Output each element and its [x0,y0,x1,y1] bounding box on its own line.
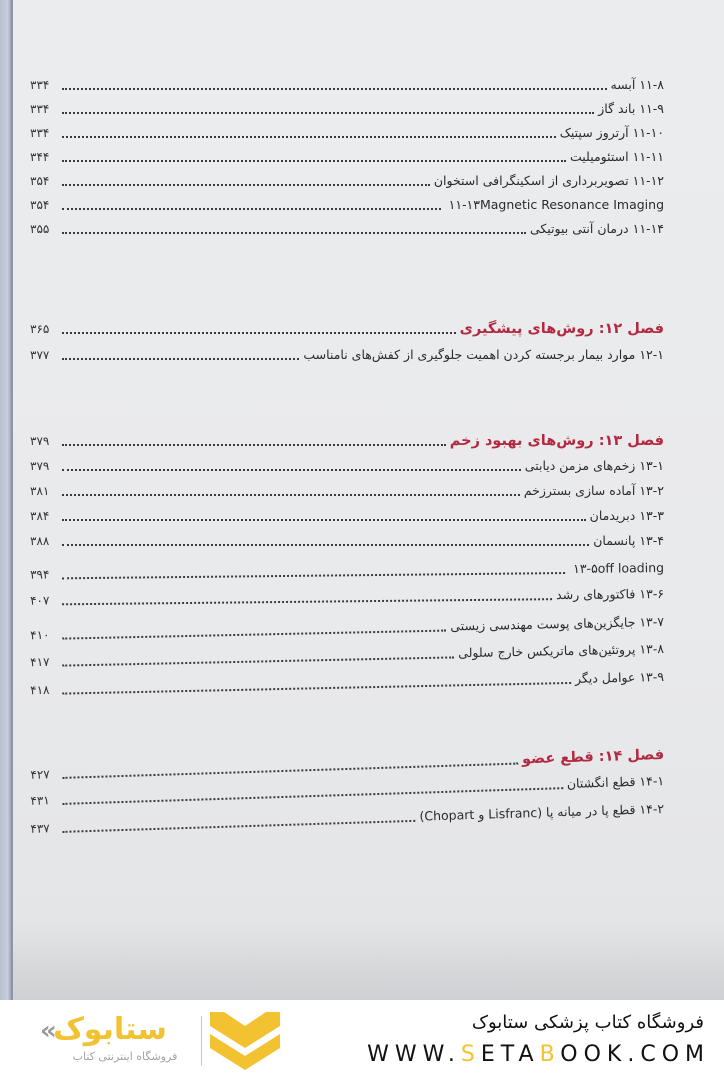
toc-entry-title: ۱۱-۱۰آرتروز سپتیک [559,125,664,140]
toc-page-number: ۴۱۰ [30,627,50,643]
toc-entry-title: ۱۳-۳دبریدمان [589,508,664,523]
logo-subtitle: فروشگاه اینترنتی کتاب [72,1050,178,1063]
toc-page-number: ۴۱۷ [30,654,50,670]
url-highlight-letter: S [460,1042,481,1067]
toc-page-number: ۳۸۴ [30,509,50,523]
toc-page-number: ۴۱۸ [30,682,50,698]
toc-entry[interactable] [30,144,664,166]
toc-entry-title: ۱۴-۱قطع انگشتان [566,773,665,792]
toc-page-number: ۳۳۴ [30,102,50,116]
toc-page-number: ۳۶۵ [30,322,50,336]
toc-entry[interactable] [30,453,664,475]
toc-entry-title: ۱۱-۱۴درمان آنتی بیوتیکی [529,221,664,236]
binding-shadow-line [11,0,13,1000]
toc-page-number: ۴۳۱ [30,793,50,808]
chapter-heading: فصل ۱۴: قطع عضو [521,747,665,768]
toc-page-number: ۳۷۹ [30,459,50,473]
toc-entry-title: ۱۳-۶فاکتورهای رشد [556,586,665,603]
toc-entry-title: ۱۱-۹باند گاز [598,101,664,116]
chapter-heading: فصل ۱۳: روش‌های بهبود زخم [449,433,664,449]
toc-entry-title: ۱۳-۵off loading [573,560,665,576]
shop-title: فروشگاه کتاب پزشکی ستابوک [471,1012,704,1033]
toc-entry-title: ۱۱-۱۲تصویربرداری از اسکینگرافی استخوان [433,173,664,188]
toc-entry-title: ۱۳-۹عوامل دیگر [574,669,665,686]
dot-leader [62,207,441,210]
toc-page-number: ۳۸۸ [30,534,50,548]
toc-entry[interactable] [30,528,664,550]
toc-page-number: ۴۲۷ [30,767,50,782]
url-highlight-letter: B [539,1042,561,1067]
toc-entry[interactable] [30,503,664,525]
toc-page-number: ۴۳۷ [30,821,50,836]
setabook-logo[interactable] [30,1010,280,1072]
table-of-contents [30,0,664,1000]
toc-page-number: ۳۵۴ [30,198,50,212]
toc-page-number: ۳۳۴ [30,78,50,92]
dot-leader [62,518,586,521]
toc-entry-title: ۱۲-۱موارد بیمار برجسته کردن اهمیت جلوگیری از کفش‌های نامناسب [303,347,664,362]
logo-wordmark: ستابوک [53,1012,167,1047]
toc-entry[interactable] [30,120,664,142]
dot-leader [62,135,556,138]
dot-leader [62,183,430,186]
toc-entry-title: ۱۳-۸پروتئین‌های ماتریکس خارج سلولی [458,641,665,661]
dot-leader [62,655,454,666]
toc-entry-title: ۱۳-۲آماده سازی بسترزخم [523,483,664,498]
toc-entry-title: ۱۱-۸آبسه [610,77,664,92]
dot-leader [62,443,446,446]
toc-entry-title: ۱۱-۱۱استئومیلیت [570,149,664,164]
toc-page-number: ۳۳۴ [30,126,50,140]
toc-page-number: ۳۵۴ [30,174,50,188]
dot-leader [62,629,446,640]
toc-entry[interactable] [30,96,664,118]
url-part: OOK.COM [560,1042,710,1067]
dot-leader [62,468,521,471]
chevron-shield-icon [210,1012,280,1070]
toc-entry[interactable] [30,72,664,94]
toc-entry[interactable] [30,555,664,584]
toc-page-number: ۳۷۹ [30,434,50,448]
store-footer-banner [0,1000,724,1080]
toc-entry[interactable] [30,581,664,610]
dot-leader [62,543,589,546]
toc-page-number: ۳۴۴ [30,150,50,164]
toc-entry-title: ۱۳-۱زخم‌های مزمن دیابتی [524,458,664,473]
toc-chapter-13-heading[interactable] [30,428,664,450]
dot-leader [62,597,552,605]
dot-leader [62,159,566,162]
toc-entry-title: ۱۳-۷جایگزین‌های پوست مهندسی زیستی [450,614,665,634]
toc-entry-title: ۱۳-۴پانسمان [593,533,664,548]
double-chevron-icon: « [40,1016,57,1046]
url-part: ETA [480,1042,540,1067]
dot-leader [62,493,520,496]
toc-entry[interactable] [30,168,664,190]
dot-leader [62,571,565,579]
toc-entry-title: ۱۱-۱۳Magnetic Resonance Imaging [448,197,664,212]
shop-url-link[interactable] [367,1042,710,1067]
toc-entry[interactable] [30,192,664,214]
dot-leader [62,331,456,334]
logo-divider [201,1016,202,1066]
toc-entry[interactable] [30,478,664,500]
chapter-heading: فصل ۱۲: روش‌های پیشگیری [459,321,664,337]
toc-page-number: ۳۵۵ [30,222,50,236]
toc-chapter-12-heading[interactable] [30,316,664,338]
toc-entry-title: ۱۴-۲قطع پا در میانه پا (Lisfranc و Chopart) [419,801,665,824]
dot-leader [62,87,607,90]
toc-page-number: ۳۹۴ [29,567,50,582]
dot-leader [62,111,594,114]
dot-leader [62,819,415,833]
dot-leader [62,681,571,695]
toc-page-number: ۴۰۷ [29,593,50,608]
toc-page-number: ۳۷۷ [30,348,50,362]
toc-entry[interactable] [30,216,664,238]
toc-entry[interactable] [30,342,664,364]
dot-leader [62,357,299,360]
url-part: WWW. [367,1042,461,1067]
page-binding-edge [0,0,11,1000]
toc-page-number: ۳۸۱ [30,484,50,498]
dot-leader [62,231,526,234]
